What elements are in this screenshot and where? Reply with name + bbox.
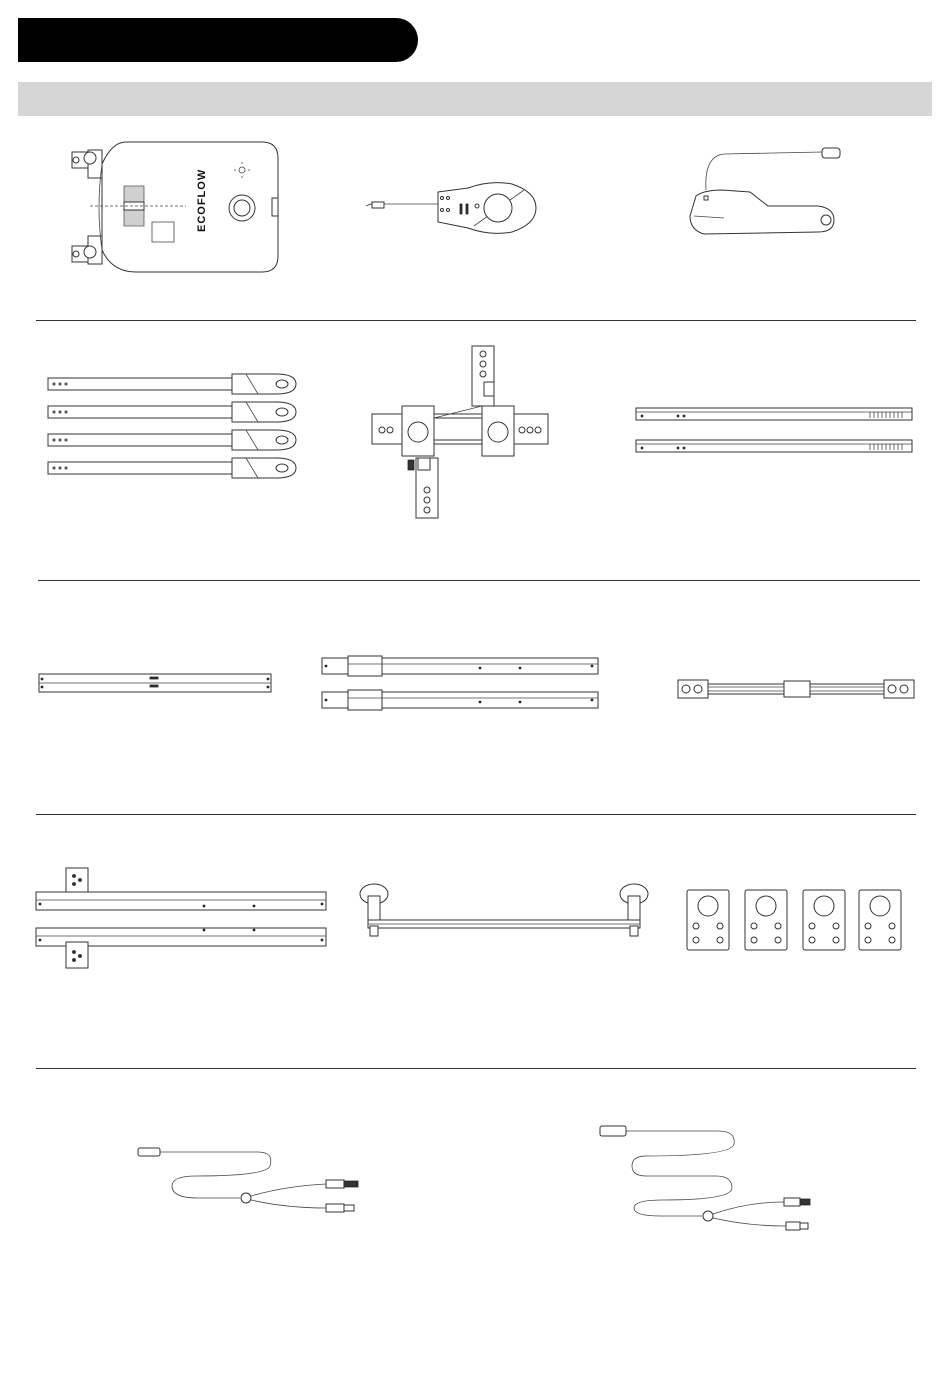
cross-bar-illustration — [356, 882, 646, 942]
main-device-illustration — [66, 138, 284, 274]
cross-joint-illustration — [372, 346, 552, 520]
row-divider-2 — [38, 580, 920, 581]
ring-sensor-illustration — [364, 176, 540, 238]
leg-tube-set-illustration — [48, 372, 298, 482]
y-cable-long-illustration — [598, 1122, 812, 1234]
mounting-plate-set-illustration — [686, 888, 916, 952]
section-subheader-bar — [18, 82, 932, 116]
section-header-bar — [18, 18, 418, 62]
row-divider-3 — [36, 814, 916, 815]
row-divider-4 — [36, 1068, 916, 1069]
y-cable-short-illustration — [136, 1146, 362, 1218]
long-flat-bar-illustration — [38, 672, 272, 694]
power-button-icon — [229, 195, 255, 221]
row-divider-1 — [36, 320, 916, 321]
brand-logo: ECOFLOW — [196, 168, 208, 232]
double-rail-illustration — [320, 654, 600, 712]
flat-cable-connector-illustration — [676, 678, 916, 702]
rail-with-plates-illustration — [34, 866, 328, 970]
rail-pair-illustration — [634, 404, 916, 460]
arm-bracket-illustration — [684, 148, 850, 242]
